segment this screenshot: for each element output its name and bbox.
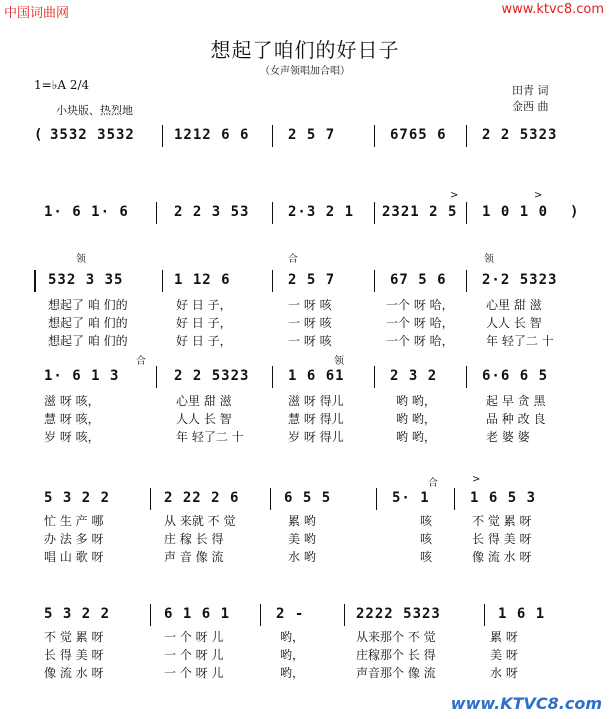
key-signature: 1=♭A 2/4 xyxy=(34,78,90,92)
music-row-3 xyxy=(34,272,586,294)
measure: 2 5 7 xyxy=(288,127,336,143)
part-label-lead: 领 xyxy=(76,254,86,265)
composer-credit: 金西 曲 xyxy=(512,100,549,113)
page-subtitle: （女声领唱加合唱） xyxy=(260,66,350,77)
measure: 6 5 5 xyxy=(284,490,332,506)
measure: 6·6 6 5 xyxy=(482,368,549,384)
part-label-chorus: 合 xyxy=(288,254,298,265)
measure: 6 1 6 1 xyxy=(164,606,231,622)
measure: 2 - xyxy=(276,606,305,622)
page-title: 想起了咱们的好日子 xyxy=(210,38,400,62)
watermark-left: 中国词曲网 xyxy=(4,6,70,21)
measure: 1· 6 1· 6 xyxy=(44,204,129,220)
measure: 3532 3532 xyxy=(50,127,135,143)
watermark-bottom: www.KTVC8.com xyxy=(450,694,602,713)
music-row-4 xyxy=(34,368,586,390)
measure: 6765 6 xyxy=(390,127,447,143)
accent-mark: > xyxy=(472,474,481,485)
tempo-marking: 小块版、热烈地 xyxy=(56,104,133,117)
accent-mark: > xyxy=(450,190,459,201)
lyric-line: 办 法 多 呀 庄 稼 长 得 美 哟 咳 长 得 美 呀 xyxy=(44,532,532,546)
lyric-line: 不 觉 累 呀 一 个 呀 儿 哟， 从来那个 不 觉 累 呀 xyxy=(44,630,518,644)
lyric-line: 岁 呀 咳， 年 轻了二 十 岁 呀 得儿 哟 哟， 老 婆 婆 xyxy=(44,430,530,444)
watermark-right: www.ktvc8.com xyxy=(501,2,604,17)
measure: 67 5 6 xyxy=(390,272,447,288)
measure: 2 5 7 xyxy=(288,272,336,288)
part-label-lead: 领 xyxy=(484,254,494,265)
measure: 5 3 2 2 xyxy=(44,490,111,506)
measure: 1 12 6 xyxy=(174,272,231,288)
lyric-line: 像 流 水 呀 一 个 呀 儿 哟， 声音那个 像 流 水 呀 xyxy=(44,666,518,680)
measure: 1212 6 6 xyxy=(174,127,250,143)
measure: 1· 6 1 3 xyxy=(44,368,120,384)
lyric-line: 慧 呀 咳， 人人 长 智 慧 呀 得儿 哟 哟， 品 种 改 良 xyxy=(44,412,546,426)
measure: 1 0 1 0 xyxy=(482,204,549,220)
lyricist-credit: 田青 词 xyxy=(512,84,549,97)
music-row-5 xyxy=(34,490,586,512)
measure: 5 3 2 2 xyxy=(44,606,111,622)
music-row-1: ( 3532 3532 1212 6 6 2 5 7 6765 6 2 2 5323 xyxy=(34,127,586,149)
lyric-line: 长 得 美 呀 一 个 呀 儿 哟， 庄稼那个 长 得 美 呀 xyxy=(44,648,518,662)
part-label-chorus: 合 xyxy=(428,478,438,489)
lyric-line: 唱 山 歌 呀 声 音 像 流 水 哟 咳 像 流 水 呀 xyxy=(44,550,532,564)
measure: 2·3 2 1 xyxy=(288,204,355,220)
music-row-2: 1· 6 1· 6 2 2 3 53 2·3 2 1 2321 2 5 1 0 1 0 ) xyxy=(34,204,586,226)
measure: 2 22 2 6 xyxy=(164,490,240,506)
measure: 2 3 2 xyxy=(390,368,438,384)
measure: 2222 5323 xyxy=(356,606,441,622)
measure: 1 6 1 xyxy=(498,606,546,622)
lyric-line: 想起了 咱 们的 好 日 子， 一 呀 咳 一个 呀 哈， 心里 甜 滋 xyxy=(48,298,542,312)
lyric-line: 忙 生 产 哪 从 来就 不 觉 累 哟 咳 不 觉 累 呀 xyxy=(44,514,532,528)
measure: 532 3 35 xyxy=(48,272,124,288)
accent-mark: > xyxy=(534,190,543,201)
measure: 5· 1 xyxy=(392,490,430,506)
measure: 2·2 5323 xyxy=(482,272,558,288)
measure: 2 2 5323 xyxy=(482,127,558,143)
lyric-line: 想起了 咱 们的 好 日 子， 一 呀 咳 一个 呀 哈， 人人 长 智 xyxy=(48,316,542,330)
measure: 1 6 61 xyxy=(288,368,345,384)
music-row-6 xyxy=(34,606,586,628)
measure: 1 6 5 3 xyxy=(470,490,537,506)
measure: 2 2 3 53 xyxy=(174,204,250,220)
part-label-chorus: 合 xyxy=(136,356,146,367)
part-label-lead: 领 xyxy=(334,356,344,367)
lyric-line: 滋 呀 咳， 心里 甜 滋 滋 呀 得儿 哟 哟， 起 早 贪 黑 xyxy=(44,394,546,408)
lyric-line: 想起了 咱 们的 好 日 子， 一 呀 咳 一个 呀 哈， 年 轻了二 十 xyxy=(48,334,554,348)
measure: 2321 2 5 xyxy=(382,204,458,220)
measure: 2 2 5323 xyxy=(174,368,250,384)
